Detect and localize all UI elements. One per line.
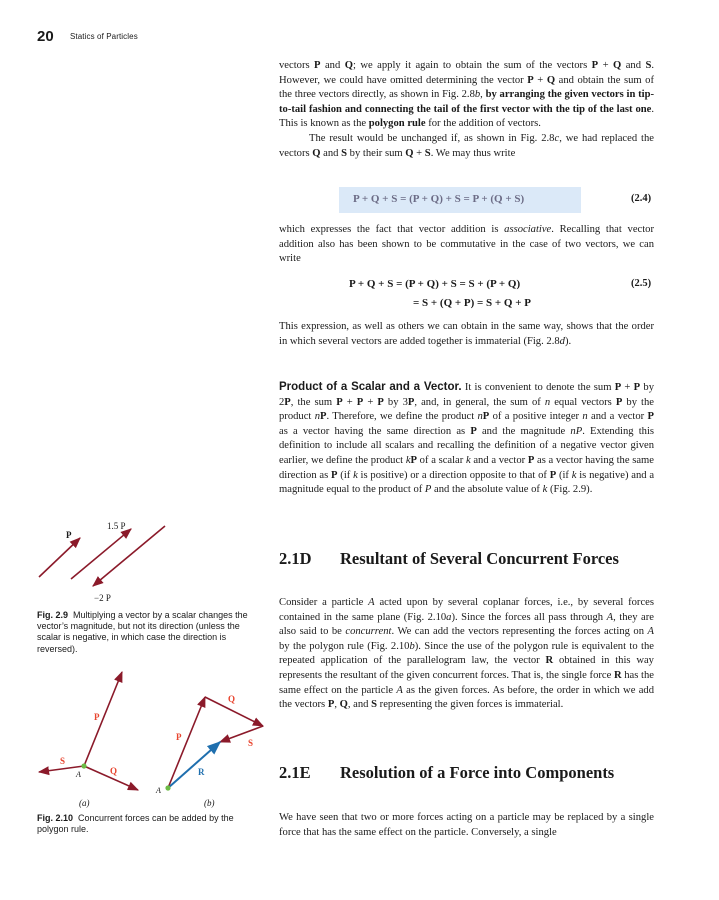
vector-minus-2p xyxy=(93,526,165,586)
force-s-b xyxy=(220,726,263,742)
label-particle-a-a: A xyxy=(76,770,81,779)
paragraph-order-immaterial: This expression, as well as others we can obtain in the same way, shows that the order in which several vectors are added together is immaterial (Fig. 2.8d). xyxy=(279,321,654,347)
label-p: P xyxy=(66,530,72,540)
label-p-a: P xyxy=(94,712,100,722)
paragraph-resolution: We have seen that two or more forces acting on a particle may be replaced by a single force that has the same effect on the particle. Conversely, a single xyxy=(279,812,654,838)
running-title: Statics of Particles xyxy=(70,32,138,41)
label-q-a: Q xyxy=(110,766,118,776)
figure-2-9 xyxy=(30,518,210,610)
vector-p xyxy=(39,538,80,577)
caption-fig-2-9: Fig. 2.9 Multiplying a vector by a scalar changes the vector’s magnitude, but not its direction (unless the scalar is negative, in which case the direction is reversed). xyxy=(37,610,248,654)
resultant-r-b xyxy=(168,742,220,788)
section-heading-2-1D: 2.1D Resultant of Several Concurrent Forces xyxy=(279,549,619,568)
label-s-b: S xyxy=(248,738,254,748)
label-1-5p: 1.5 P xyxy=(107,521,126,531)
equation-2-5-line1: P + Q + S = (P + Q) + S = S + (P + Q) xyxy=(349,278,521,290)
equation-2-4-number: (2.4) xyxy=(631,193,652,204)
section-heading-2-1E: 2.1E Resolution of a Force into Components xyxy=(279,763,615,782)
subcaption-a: (a) xyxy=(79,798,90,808)
paragraph-scalar-product: Product of a Scalar and a Vector. It is convenient to denote the sum P + P by 2P, the sum P + P + P by 3P, and, in general, the sum of n equal vectors P by the product nP. Therefore, we define the product nP of a positive integer n and a vector P as a vector having the same direction as P and the magnitude nP. Extending this definition to include all scalars and recalling the definition of a negative vector given earlier, we define the product kP of a scalar k and a vector P as a vector having the same direction as P (if k is positive) or a direction opposite to that of P (if k is negative) and a magnitude equal to the product of P and the absolute value of k (Fig. 2.9). xyxy=(279,381,655,496)
paragraph-concurrent-forces: Consider a particle A acted upon by several coplanar forces, i.e., by several forces contained in the same plane (Fig. 2.10a). Since the forces all pass through A, they are also said to be concurrent. We can add the vectors representing the forces acting on A by the polygon rule (Fig. 2.10b). Since the use of the polygon rule is equivalent to the repeated application of the parallelogram law, the vector R obtained in this way represents the resultant of the given concurrent forces. That is, the single force R has the same effect on the particle A as the given forces. As before, the order in which we add the vectors P, Q, and S representing the given forces is immaterial. xyxy=(279,597,654,711)
particle-a-a xyxy=(81,763,86,768)
label-s-a: S xyxy=(60,756,66,766)
caption-fig-2-10: Fig. 2.10 Concurrent forces can be added by the polygon rule. xyxy=(37,813,234,835)
particle-a-b xyxy=(165,785,170,790)
equation-2-4-box xyxy=(339,187,581,213)
force-p-a xyxy=(84,672,122,766)
figure-2-10 xyxy=(30,666,270,812)
page-number: 20 xyxy=(37,28,54,45)
equation-2-5-number: (2.5) xyxy=(631,278,652,289)
paragraph-associative: which expresses the fact that vector addition is associative. Recalling that vector addition also has been shown to be commutative in the case of two vectors, we can write xyxy=(279,224,654,265)
equation-2-5-line2: = S + (Q + P) = S + Q + P xyxy=(413,297,531,309)
vector-1-5p xyxy=(71,529,131,579)
subcaption-b: (b) xyxy=(204,798,215,808)
label-minus-2p: −2 P xyxy=(94,593,111,603)
label-p-b: P xyxy=(176,732,182,742)
equation-2-4: P + Q + S = (P + Q) + S = P + (Q + S) xyxy=(353,193,525,205)
runin-heading: Product of a Scalar and a Vector. xyxy=(279,381,462,393)
label-particle-a-b: A xyxy=(156,786,161,795)
label-q-b: Q xyxy=(228,694,236,704)
paragraph-polygon-rule: vectors P and Q; we apply it again to obtain the sum of the vectors P + Q and S. However, we could have omitted determining the vector P + Q and obtain the sum of the three vectors directly, as shown in Fig. 2.8b, by arranging the given vectors in tip-to-tail fashion and connecting the tail of the first vector with the tip of the last one. This is known as the polygon rule for the addition of vectors. The result would be unchanged if, as shown in Fig. 2.8c, we had replaced the vectors Q and S by their sum Q + S. We may thus write xyxy=(279,60,655,159)
label-r-b: R xyxy=(198,767,205,777)
